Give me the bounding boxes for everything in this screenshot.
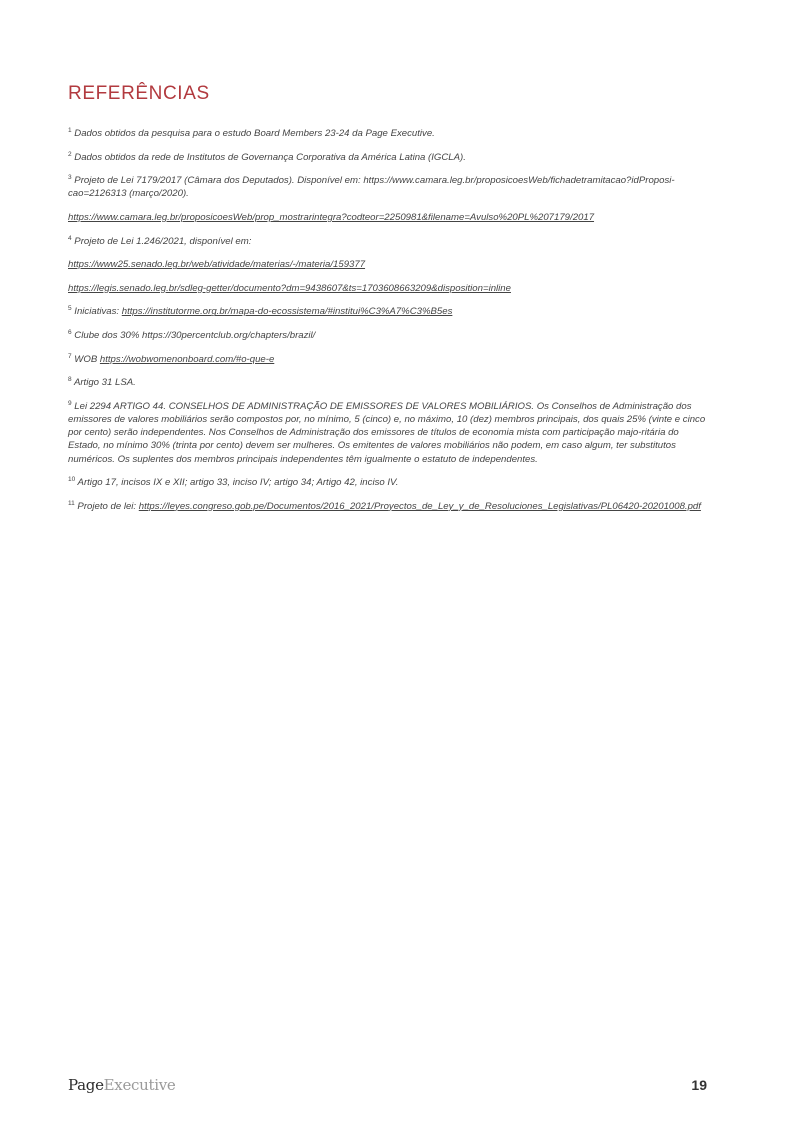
reference-link[interactable]: https://legis.senado.leg.br/sdleg-getter/documento?dm=9438607&ts=1703608663209&disposition=inline <box>68 282 511 294</box>
reference-item <box>68 235 708 248</box>
reference-item <box>68 376 708 389</box>
reference-link[interactable]: https://www.camara.leg.br/proposicoesWeb/prop_mostrarintegra?codteor=2250981&filename=Avulso%20PL%207179/2017 <box>68 211 595 223</box>
reference-item <box>68 353 708 366</box>
reference-text: Dados obtidos da rede de Institutos de Governança Corporativa da América Latina (IGCLA). <box>74 151 466 163</box>
section-heading: REFERÊNCIAS <box>68 83 210 104</box>
reference-text: Clube dos 30% https://30percentclub.org/chapters/brazil/ <box>74 329 316 341</box>
page-executive-logo <box>68 1076 175 1094</box>
reference-link[interactable]: https://www25.senado.leg.br/web/atividade/materias/-/materia/159377 <box>68 259 366 271</box>
footnote-number: 9 <box>68 399 72 407</box>
footnote-number: 8 <box>68 376 72 384</box>
references-list <box>68 127 708 523</box>
reference-text: Dados obtidos da pesquisa para o estudo Board Members 23-24 da Page Executive. <box>74 128 435 139</box>
reference-text: Projeto de lei: <box>77 500 139 512</box>
reference-item <box>68 476 708 489</box>
logo-page-text: Page <box>68 1076 104 1094</box>
reference-item <box>68 305 708 318</box>
footnote-number: 2 <box>68 150 72 158</box>
logo-executive-text: Executive <box>103 1076 176 1094</box>
reference-link[interactable]: https://leyes.congreso.gob.pe/Documentos/2016_2021/Proyectos_de_Ley_y_de_Resoluciones_Legislativas/PL06420-20201008.pdf <box>138 500 701 512</box>
footnote-number: 10 <box>68 476 76 484</box>
footnote-number: 1 <box>68 127 72 134</box>
reference-item <box>68 151 708 164</box>
footnote-number: 7 <box>68 352 72 360</box>
reference-item <box>68 258 708 271</box>
reference-item <box>68 127 708 140</box>
reference-text: Projeto de Lei 1.246/2021, disponível em: <box>74 235 252 247</box>
reference-item <box>68 211 708 224</box>
reference-link[interactable]: https://wobwomenonboard.com/#o-que-e <box>99 353 275 365</box>
reference-text: Projeto de Lei 7179/2017 (Câmara dos Deputados). Disponível em: https://www.camara.leg.br/proposicoesWeb/fichadetramitacao?idProposi-cao=2126313 (março/2020). <box>68 175 675 200</box>
reference-text: Lei 2294 ARTIGO 44. CONSELHOS DE ADMINISTRAÇÃO DE EMISSORES DE VALORES MOBILIÁRIOS. Os Conselhos de Administração dos emissores de valores mobiliários serão compostos por, no mínimo, 5 (cinco) e, no máximo, 10 (dez) membros principais, dos quais 25% (vinte e cinco por cento) serão independentes. Nos Conselhos de Administração dos emissores de títulos de economia mista com participação majo-ritária do Estado, no mínimo 30% (trinta por cento) devem ser mulheres. Os emitentes de valores mobiliários não podem, em caso algum, ter substitutos numéricos. Os suplentes dos membros principais independentes têm igualmente o estatuto de independentes. <box>68 400 706 465</box>
page-number: 19 <box>691 1077 707 1093</box>
footnote-number: 5 <box>68 305 72 313</box>
reference-item <box>68 282 708 295</box>
footnote-number: 6 <box>68 328 72 336</box>
reference-item <box>68 400 708 466</box>
reference-text: WOB <box>74 353 100 365</box>
reference-item <box>68 174 708 200</box>
footnote-number: 11 <box>68 499 75 507</box>
reference-link[interactable]: https://institutorme.org.br/mapa-do-ecossistema/#institui%C3%A7%C3%B5es <box>121 306 453 318</box>
reference-text: Iniciativas: <box>74 306 122 318</box>
reference-item <box>68 329 708 342</box>
footnote-number: 3 <box>68 174 72 182</box>
reference-item <box>68 500 708 513</box>
footnote-number: 4 <box>68 234 72 242</box>
reference-text: Artigo 17, incisos IX e XII; artigo 33, inciso IV; artigo 34; Artigo 42, inciso IV. <box>77 477 399 489</box>
reference-text: Artigo 31 LSA. <box>73 377 136 389</box>
